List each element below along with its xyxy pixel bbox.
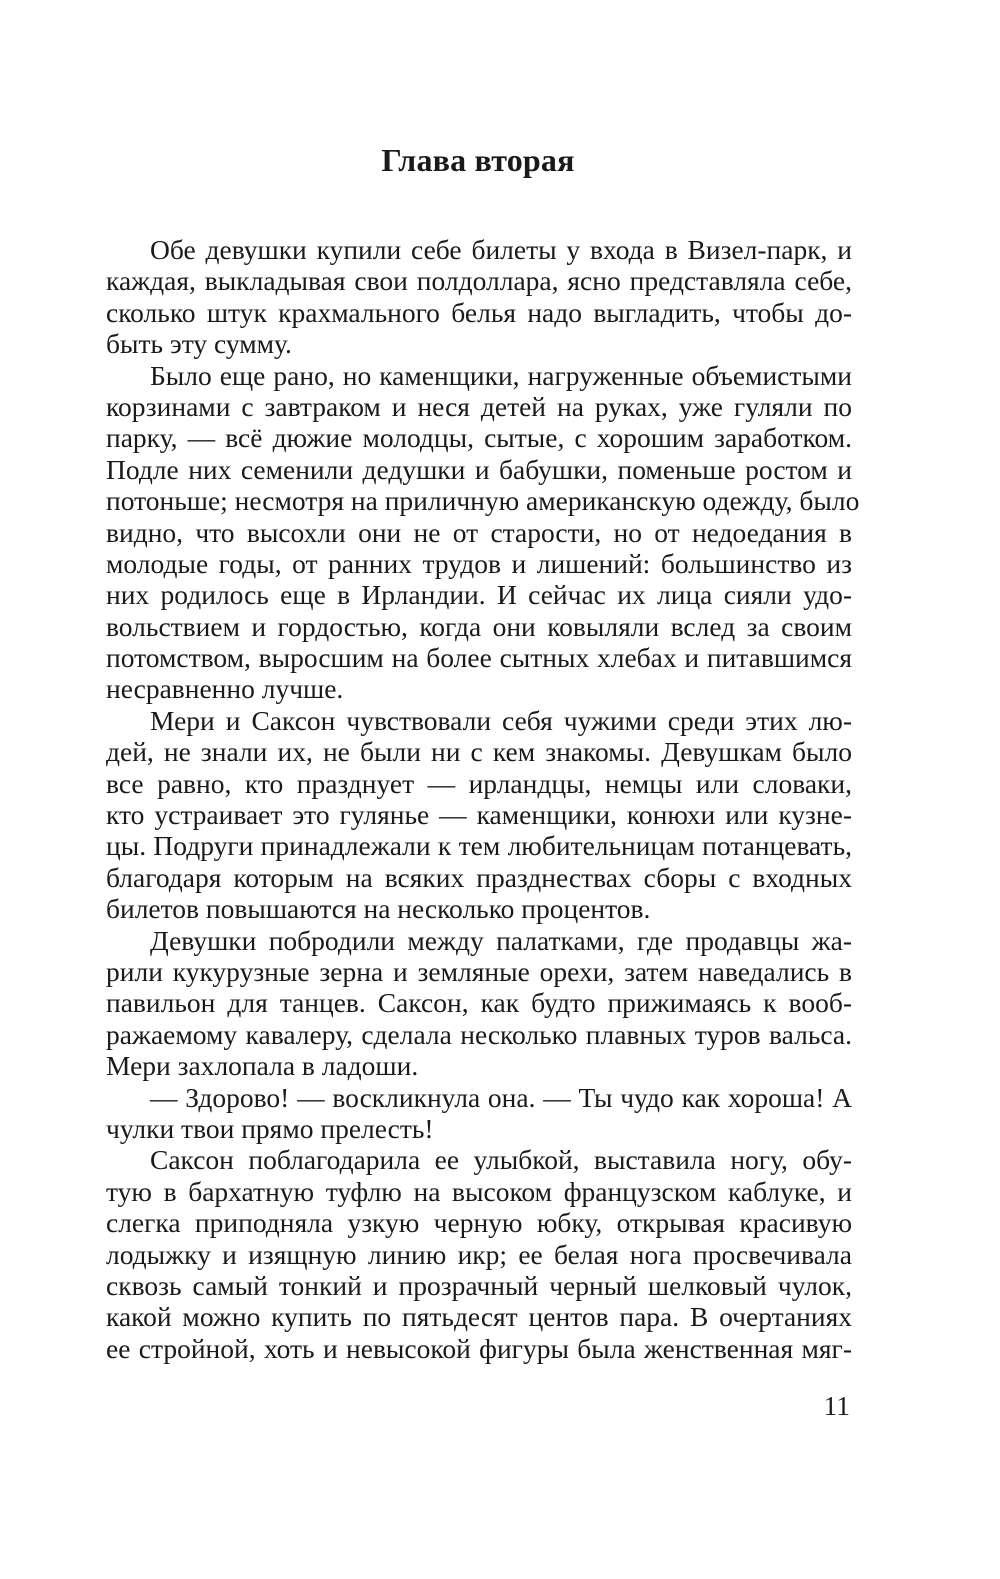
text-line: каждая, выкладывая свои полдоллара, ясно представляла себе, xyxy=(106,265,852,297)
text-line: молодые годы, от ранних трудов и лишений: большинство из xyxy=(106,547,852,579)
text-line: рили кукурузные зерна и земляные орехи, затем наведались в xyxy=(106,955,852,987)
text-line: благодаря которым на всяких празднествах сборы с входных xyxy=(106,861,852,893)
text-line: кто устраивает это гулянье — каменщики, конюхи или кузне- xyxy=(106,799,852,831)
text-line: сколько штук крахмального белья надо выгладить, чтобы до- xyxy=(106,296,852,328)
text-line: ее стройной, хоть и невысокой фигуры была женственная мяг- xyxy=(106,1332,852,1364)
text-line: них родилось еще в Ирландии. И сейчас их лица сияли удо- xyxy=(106,579,852,611)
chapter-title: Глава вторая xyxy=(381,142,575,178)
text-line: павильон для танцев. Саксон, как будто прижимаясь к вооб- xyxy=(106,987,852,1019)
text-line: несравненно лучше. xyxy=(106,673,344,705)
text-line: Саксон поблагодарила ее улыбкой, выставила ногу, обу- xyxy=(150,1144,852,1176)
text-line: тую в бархатную туфлю на высоком французском каблуке, и xyxy=(106,1175,852,1207)
text-line: Обе девушки купили себе билеты у входа в Визел-парк, и xyxy=(150,234,852,265)
paragraph xyxy=(106,1082,852,1145)
text-line: билетов повышаются на несколько процентов. xyxy=(106,893,651,925)
paragraph xyxy=(106,705,852,925)
text-line: потомством, выросшим на более сытных хлебах и питавшимся xyxy=(106,642,852,674)
paragraph xyxy=(106,234,852,360)
text-line: — Здорово! — воскликнула она. — Ты чудо как хороша! А xyxy=(150,1081,852,1113)
text-line: парку, — всё дюжие молодцы, сытые, с хорошим заработком. xyxy=(106,422,852,454)
text-line: чулки твои прямо прелесть! xyxy=(106,1112,434,1144)
text-line: Девушки побродили между палатками, где продавцы жа- xyxy=(150,924,852,956)
paragraph xyxy=(106,1144,852,1364)
text-line: Мери захлопала в ладоши. xyxy=(106,1050,419,1082)
text-line: Было еще рано, но каменщики, нагруженные объемистыми xyxy=(150,359,852,391)
paragraph xyxy=(106,925,852,1082)
text-line: вольствием и гордостью, когда они ковыляли вслед за своим xyxy=(106,610,852,642)
text-line: какой можно купить по пятьдесят центов пара. В очертаниях xyxy=(106,1301,852,1333)
text-line: лодыжку и изящную линию икр; ее белая нога просвечивала xyxy=(106,1238,852,1270)
text-line: Мери и Саксон чувствовали себя чужими среди этих лю- xyxy=(150,704,852,736)
text-line: дей, не знали их, не были ни с кем знакомы. Девушкам было xyxy=(106,736,852,768)
text-line: сквозь самый тонкий и прозрачный черный шелковый чулок, xyxy=(106,1269,852,1301)
text-line: ражаемому кавалеру, сделала несколько плавных туров вальса. xyxy=(106,1018,852,1050)
text-line: корзинами с завтраком и неся детей на руках, уже гуляли по xyxy=(106,390,852,422)
paragraph xyxy=(106,359,860,705)
text-line: Подле них семенили дедушки и бабушки, поменьше ростом и xyxy=(106,453,852,485)
text-body xyxy=(106,234,860,1364)
text-line: быть эту сумму. xyxy=(106,328,292,360)
text-line: все равно, кто празднует — ирландцы, немцы или словаки, xyxy=(106,767,852,799)
text-line: слегка приподняла узкую черную юбку, открывая красивую xyxy=(106,1207,852,1239)
text-line: потоньше; несмотря на приличную американскую одежду, было xyxy=(106,485,860,517)
text-line: цы. Подруги принадлежали к тем любительницам потанцевать, xyxy=(106,830,852,862)
text-line: видно, что высохли они не от старости, но от недоедания в xyxy=(106,516,852,548)
page-number: 11 xyxy=(823,1390,850,1421)
